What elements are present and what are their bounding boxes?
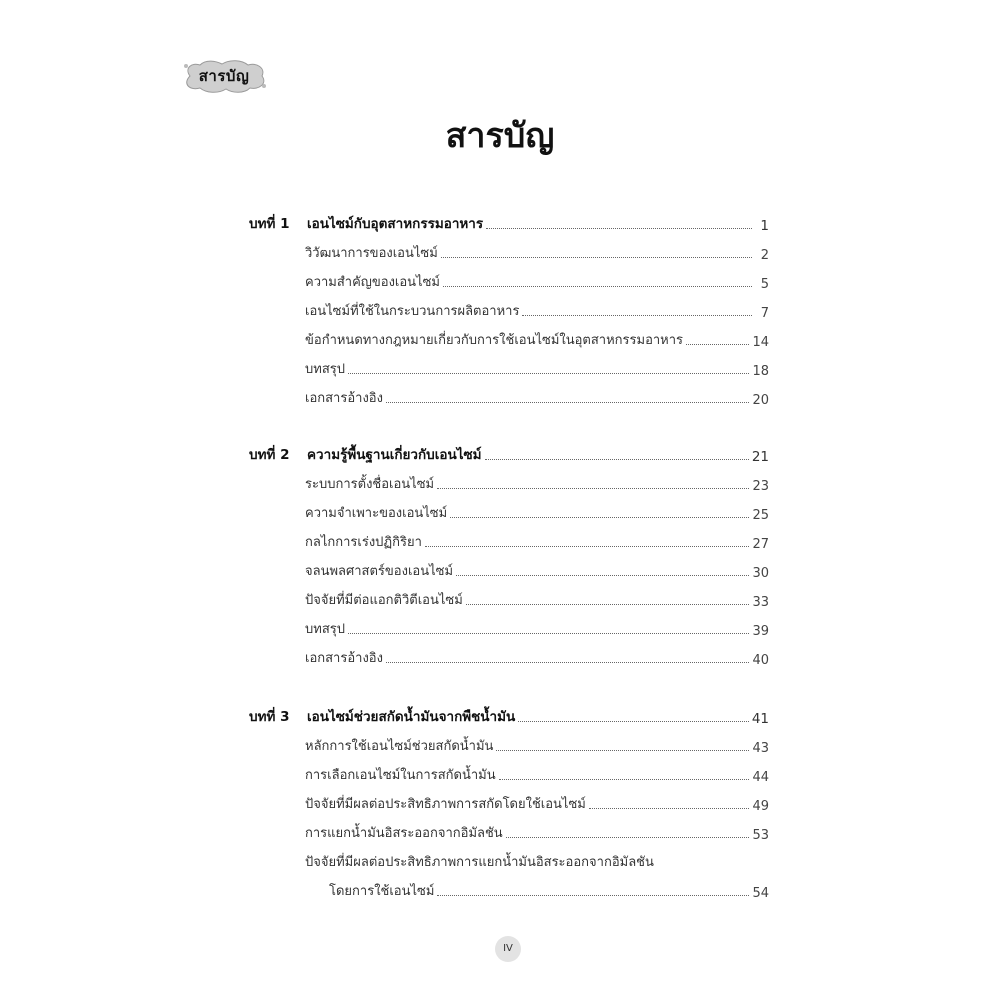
section-page: 30 bbox=[752, 566, 769, 581]
chapter-block bbox=[249, 436, 769, 668]
section-page: 25 bbox=[752, 508, 769, 523]
chapter-entry[interactable] bbox=[249, 205, 769, 234]
section-title: วิวัฒนาการของเอนไซม์ bbox=[305, 246, 438, 261]
section-entry[interactable] bbox=[249, 234, 769, 263]
section-entry[interactable] bbox=[249, 465, 769, 494]
section-page: 43 bbox=[752, 741, 769, 756]
dot-leader bbox=[386, 402, 750, 403]
dot-leader bbox=[386, 662, 750, 663]
chapter-block bbox=[249, 698, 769, 901]
chapter-title: เอนไซม์กับอุตสาหกรรมอาหาร bbox=[307, 216, 484, 232]
section-page: 40 bbox=[752, 653, 769, 668]
dot-leader bbox=[589, 808, 750, 809]
dot-leader bbox=[450, 517, 749, 518]
section-title: บทสรุป bbox=[305, 622, 345, 637]
section-entry[interactable] bbox=[249, 350, 769, 379]
dot-leader bbox=[522, 315, 752, 316]
toc-badge bbox=[180, 56, 268, 96]
section-title: ระบบการตั้งชื่อเอนไซม์ bbox=[305, 477, 435, 492]
dot-leader bbox=[441, 257, 752, 258]
chapter-number: บทที่ 1 bbox=[249, 216, 290, 232]
dot-leader bbox=[506, 837, 750, 838]
section-title: ปัจจัยที่มีต่อแอกติวิตีเอนไซม์ bbox=[305, 593, 463, 608]
section-page: 49 bbox=[752, 799, 769, 814]
section-entry[interactable] bbox=[249, 814, 769, 843]
section-title: การเลือกเอนไซม์ในการสกัดน้ำมัน bbox=[305, 768, 496, 783]
section-page: 2 bbox=[760, 248, 769, 263]
section-page: 54 bbox=[752, 886, 769, 901]
section-title: จลนพลศาสตร์ของเอนไซม์ bbox=[305, 564, 454, 579]
chapter-number: บทที่ 2 bbox=[249, 447, 290, 463]
chapter-title: เอนไซม์ช่วยสกัดน้ำมันจากพืชน้ำมัน bbox=[307, 709, 516, 725]
page-number: IV bbox=[495, 936, 521, 962]
dot-leader bbox=[499, 779, 750, 780]
section-page: 18 bbox=[752, 364, 769, 379]
section-title: ปัจจัยที่มีผลต่อประสิทธิภาพการแยกน้ำมันอิสระออกจากอิมัลชัน bbox=[305, 855, 654, 870]
dot-leader bbox=[348, 633, 749, 634]
section-entry[interactable] bbox=[249, 494, 769, 523]
dot-leader bbox=[425, 546, 750, 547]
section-title: เอกสารอ้างอิง bbox=[305, 391, 383, 406]
section-page: 5 bbox=[760, 277, 769, 292]
dot-leader bbox=[437, 895, 749, 896]
section-entry[interactable] bbox=[249, 756, 769, 785]
chapter-page: 41 bbox=[751, 711, 769, 727]
dot-leader bbox=[437, 488, 749, 489]
dot-leader bbox=[518, 721, 749, 722]
chapter-entry[interactable] bbox=[249, 436, 769, 465]
table-of-contents bbox=[249, 205, 769, 929]
section-page: 44 bbox=[752, 770, 769, 785]
chapter-number: บทที่ 3 bbox=[249, 709, 290, 725]
section-entry[interactable] bbox=[249, 292, 769, 321]
section-entry[interactable] bbox=[249, 379, 769, 408]
dot-leader bbox=[443, 286, 752, 287]
section-title: หลักการใช้เอนไซม์ช่วยสกัดน้ำมัน bbox=[305, 739, 494, 754]
section-title: ปัจจัยที่มีผลต่อประสิทธิภาพการสกัดโดยใช้เอนไซม์ bbox=[305, 797, 586, 812]
dot-leader bbox=[686, 344, 749, 345]
section-entry[interactable] bbox=[249, 610, 769, 639]
section-title-continuation: โดยการใช้เอนไซม์ bbox=[329, 884, 435, 899]
dot-leader bbox=[348, 373, 749, 374]
section-page: 23 bbox=[752, 479, 769, 494]
section-page: 20 bbox=[752, 393, 769, 408]
section-title: การแยกน้ำมันอิสระออกจากอิมัลชัน bbox=[305, 826, 503, 841]
section-entry[interactable] bbox=[249, 321, 769, 350]
section-title: ข้อกำหนดทางกฎหมายเกี่ยวกับการใช้เอนไซม์ในอุตสาหกรรมอาหาร bbox=[305, 333, 684, 348]
chapter-page: 1 bbox=[760, 218, 769, 234]
section-page: 27 bbox=[752, 537, 769, 552]
section-entry[interactable] bbox=[249, 263, 769, 292]
section-title: บทสรุป bbox=[305, 362, 345, 377]
dot-leader bbox=[486, 228, 752, 229]
section-title: กลไกการเร่งปฏิกิริยา bbox=[305, 535, 422, 550]
section-title: เอนไซม์ที่ใช้ในกระบวนการผลิตอาหาร bbox=[305, 304, 520, 319]
dot-leader bbox=[485, 459, 749, 460]
section-entry-continuation[interactable] bbox=[249, 872, 769, 901]
section-entry[interactable] bbox=[249, 552, 769, 581]
section-entry[interactable] bbox=[249, 581, 769, 610]
section-title: เอกสารอ้างอิง bbox=[305, 651, 383, 666]
badge-label: สารบัญ bbox=[198, 67, 250, 85]
page-title: สารบัญ bbox=[445, 116, 555, 156]
chapter-block bbox=[249, 205, 769, 408]
section-entry[interactable] bbox=[249, 843, 769, 872]
section-entry[interactable] bbox=[249, 639, 769, 668]
dot-leader bbox=[466, 604, 750, 605]
section-page: 33 bbox=[752, 595, 769, 610]
section-page: 7 bbox=[760, 306, 769, 321]
chapter-entry[interactable] bbox=[249, 698, 769, 727]
dot-leader bbox=[456, 575, 749, 576]
section-page: 39 bbox=[752, 624, 769, 639]
section-entry[interactable] bbox=[249, 785, 769, 814]
dot-leader bbox=[496, 750, 749, 751]
section-title: ความสำคัญของเอนไซม์ bbox=[305, 275, 440, 290]
section-page: 53 bbox=[752, 828, 769, 843]
chapter-page: 21 bbox=[751, 449, 769, 465]
section-entry[interactable] bbox=[249, 727, 769, 756]
section-title: ความจำเพาะของเอนไซม์ bbox=[305, 506, 448, 521]
section-page: 14 bbox=[752, 335, 769, 350]
chapter-title: ความรู้พื้นฐานเกี่ยวกับเอนไซม์ bbox=[307, 447, 482, 463]
section-entry[interactable] bbox=[249, 523, 769, 552]
